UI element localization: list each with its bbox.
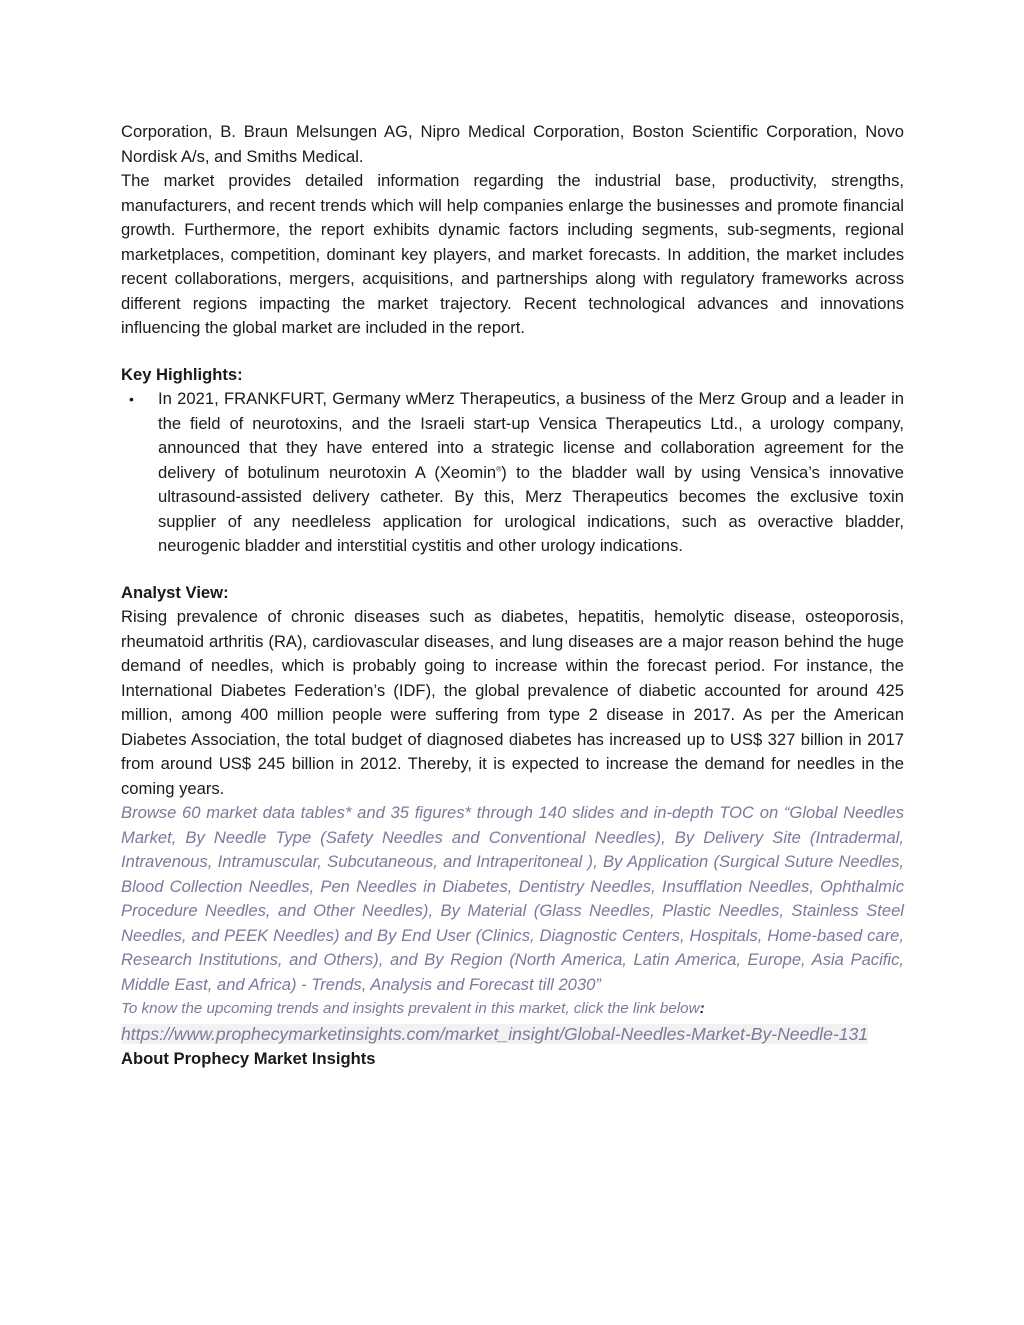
browse-report-text: Browse 60 market data tables* and 35 figures* through 140 slides and in-depth TOC on “Global Needles Market, By Needle Type (Safety Needles and Conventional Needles), By Delivery Site (Intradermal, Intravenous, Intramuscular, Subcutaneous, and Intraperitoneal ), By Application (Surgical Suture Needles, Blood Collection Needles, Pen Needles in Diabetes, Dentistry Needles, Insufflation Needles, Ophthalmic Procedure Needles, and Other Needles), By Material (Glass Needles, Plastic Needles, Stainless Steel Needles, and PEEK Needles) and By End User (Clinics, Diagnostic Centers, Hospitals, Home-based care, Research Institutions, and Others), and By Region (North America, Latin America, Europe, Asia Pacific, Middle East, and Africa) - Trends, Analysis and Forecast till 2030” <box>121 803 904 994</box>
key-highlights-heading: Key Highlights: <box>121 364 243 384</box>
analyst-view-paragraph: Rising prevalence of chronic diseases such as diabetes, hepatitis, hemolytic disease, osteoporosis, rheumatoid arthritis (RA), cardiovascular diseases, and lung diseases are a major reason behind the huge demand of needles, which is probably going to increase within the forecast period. For instance, the International Diabetes Federation’s (IDF), the global prevalence of diabetic accounted for around 425 million, among 400 million people were suffering from type 2 disease in 2017. As per the American Diabetes Association, the total budget of diagnosed diabetes has increased up to US$ 327 billion in 2017 from around US$ 245 billion in 2012. Thereby, it is expected to increase the demand for needles in the coming years. <box>121 607 904 798</box>
intro-market-paragraph: The market provides detailed information regarding the industrial base, productivity, strengths, manufacturers, and recent trends which will help companies enlarge the businesses and promote financial growth. Furthermore, the report exhibits dynamic factors including segments, sub-segments, regional marketplaces, competition, dominant key players, and market forecasts. In addition, the market includes recent collaborations, mergers, acquisitions, and partnerships along with regulatory frameworks across different regions impacting the market trajectory. Recent technological advances and innovations influencing the global market are included in the report. <box>121 171 904 337</box>
know-more-colon: : <box>699 1000 705 1017</box>
report-link-line <box>121 1022 904 1048</box>
intro-companies-text: Corporation, B. Braun Melsungen AG, Nipro Medical Corporation, Boston Scientific Corporation, Novo Nordisk A/s, and Smiths Medical. <box>121 122 904 166</box>
spacer <box>121 559 904 581</box>
report-link[interactable]: https://www.prophecymarketinsights.com/market_insight/Global-Needles-Market-By-Needle-131 <box>121 1023 869 1044</box>
registered-mark: ® <box>496 465 502 473</box>
highlight-text-part2: ) to the bladder wall by using Vensica’s innovative ultrasound-assisted delivery catheter. By this, Merz Therapeutics becomes the exclusive toxin supplier of any needleless application for urological indications, such as overactive bladder, neurogenic bladder and interstitial cystitis and other urology indications. <box>158 462 904 555</box>
know-more-label: To know the upcoming trends and insights prevalent in this market, click the link below <box>121 1000 700 1017</box>
bullet-icon: • <box>129 391 134 407</box>
document-page <box>121 120 904 1072</box>
key-highlights-list <box>121 387 904 559</box>
spacer <box>121 341 904 363</box>
list-item <box>121 387 904 559</box>
about-heading: About Prophecy Market Insights <box>121 1049 376 1068</box>
analyst-view-heading: Analyst View: <box>121 582 229 602</box>
know-more-text <box>121 997 904 1022</box>
highlight-text-part1: In 2021, FRANKFURT, Germany wMerz Therapeutics, a business of the Merz Group and a leader in the field of neurotoxins, and the Israeli start-up Vensica Therapeutics Ltd., a urology company, announced that they have entered into a strategic license and collaboration agreement for the delivery of botulinum neurotoxin A (Xeomin <box>158 389 904 482</box>
